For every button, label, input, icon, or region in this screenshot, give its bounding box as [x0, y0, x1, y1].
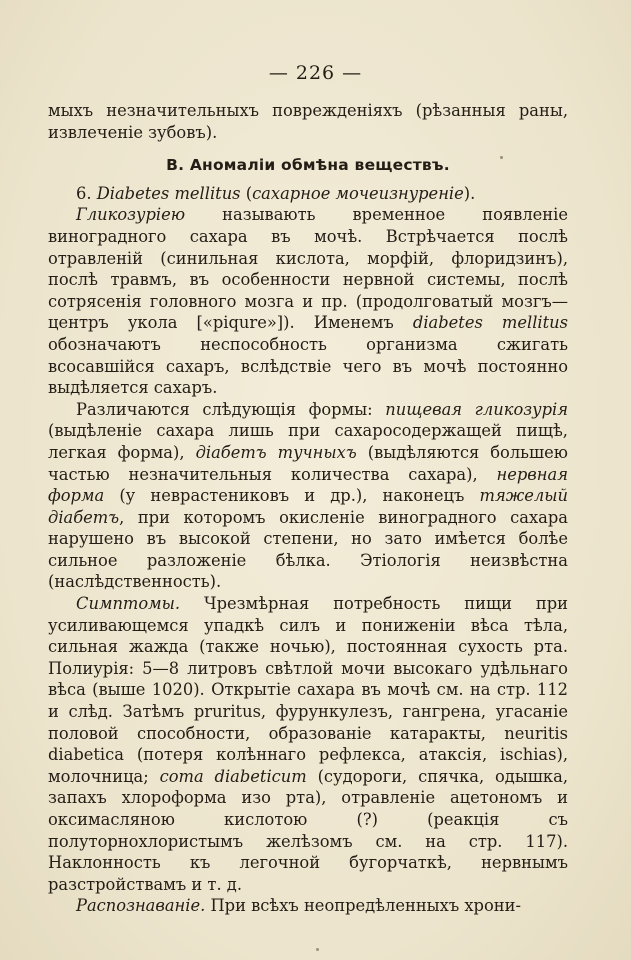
paragraph-diagnosis: [48, 895, 568, 917]
term-symptoms: Симптомы.: [76, 594, 181, 614]
text-run: (выдѣляются большею частью незначительныя количества сахара),: [48, 442, 568, 484]
text-run: (: [240, 183, 253, 203]
text-run: (выдѣленіе сахара лишь при сахаросодержащей пищѣ, легкая форма),: [48, 421, 568, 462]
text-run: (судороги, спячка, одышка, запахъ хлороформа изо рта), отравленіе ацетономъ и оксимасляною кислотою (?) (реакція съ полуторнохлористымъ желѣзомъ см. на стр. 117). Наклонность къ легочной бугорчаткѣ, нервнымъ разстройствамъ и т. д.: [48, 766, 568, 894]
text-run: Чрезмѣрная потребность пищи при усиливающемся упадкѣ силъ и пониженіи вѣса тѣла, сильная жажда (также ночью), постоянная сухость рта. Полиурія: 5—8 литровъ свѣтлой мочи высокаго удѣльнаго вѣса (выше 1020). Открытіе сахара въ мочѣ см. на стр. 112 и слѣд. Затѣмъ pruritus, фурункулезъ, гангрена, угасаніе половой способности, образованіе катаракты, neuritis diabetica (потеря колѣннаго рефлекса, атаксія, ischias), молочница;: [48, 594, 568, 786]
paper-speck: [500, 156, 503, 159]
page-number: — 226 —: [268, 62, 363, 84]
latin-term: diabetes mellitus: [412, 313, 568, 333]
russian-term: сахарное мочеизнуреніе: [252, 183, 464, 203]
section-heading: B. Аномаліи обмѣна веществъ.: [166, 156, 450, 175]
paragraph-text: мыхъ незначительныхъ поврежденіяхъ (рѣзанныя раны, извлеченіе зубовъ).: [48, 101, 568, 142]
page-body: [48, 100, 568, 917]
latin-term: coma diabeticum: [159, 766, 307, 786]
paper-speck: [316, 948, 319, 951]
paragraph-continuation: [48, 100, 568, 143]
paragraph-forms: [48, 399, 568, 593]
text-run: Различаются слѣдующія формы:: [76, 399, 386, 419]
text-run: При всѣхъ неопредѣленныхъ хрони-: [205, 896, 521, 916]
term-diagnosis: Распознаваніе.: [76, 896, 206, 916]
latin-term: Diabetes mellitus: [96, 183, 241, 203]
text-run: (у неврастениковъ и др.), наконецъ: [104, 486, 480, 506]
term-severe-diabetes: тяжелый діабетъ: [48, 486, 568, 527]
text-run: называють временное появленіе виноградного сахара въ мочѣ. Встрѣчается послѣ отравленій (синильная кислота, морфій, флоридзинъ), послѣ травмъ, въ особенности нервной системы, послѣ сотрясенія головного мозга и пр. (продолговатый мозгъ—центръ укола [«piqure»]). Именемъ: [48, 205, 568, 333]
text-run: 6.: [76, 183, 97, 203]
paragraph-diabetes-title: [48, 183, 568, 205]
term-obese-diabetes: діабетъ тучныхъ: [195, 442, 357, 462]
text-run: , при которомъ окисленіе виноградного сахара нарушено въ высокой степени, но зато имѣется болѣе сильное разложеніе бѣлка. Этіологія неизвѣстна (наслѣдственность).: [48, 507, 568, 592]
term-glycosuria: Гликозуріею: [76, 205, 186, 225]
text-run: обозначаютъ неспособность организма сжигать всосавшійся сахаръ, вслѣдствіе чего въ мочѣ постоянно выдѣляется сахаръ.: [48, 334, 568, 398]
term-nervous-form: нервная форма: [48, 464, 568, 506]
text-run: ).: [463, 183, 476, 203]
paragraph-glycosuria: [48, 204, 568, 398]
paragraph-symptoms: [48, 593, 568, 895]
term-alimentary-glycosuria: пищевая гликозурія: [385, 399, 568, 419]
